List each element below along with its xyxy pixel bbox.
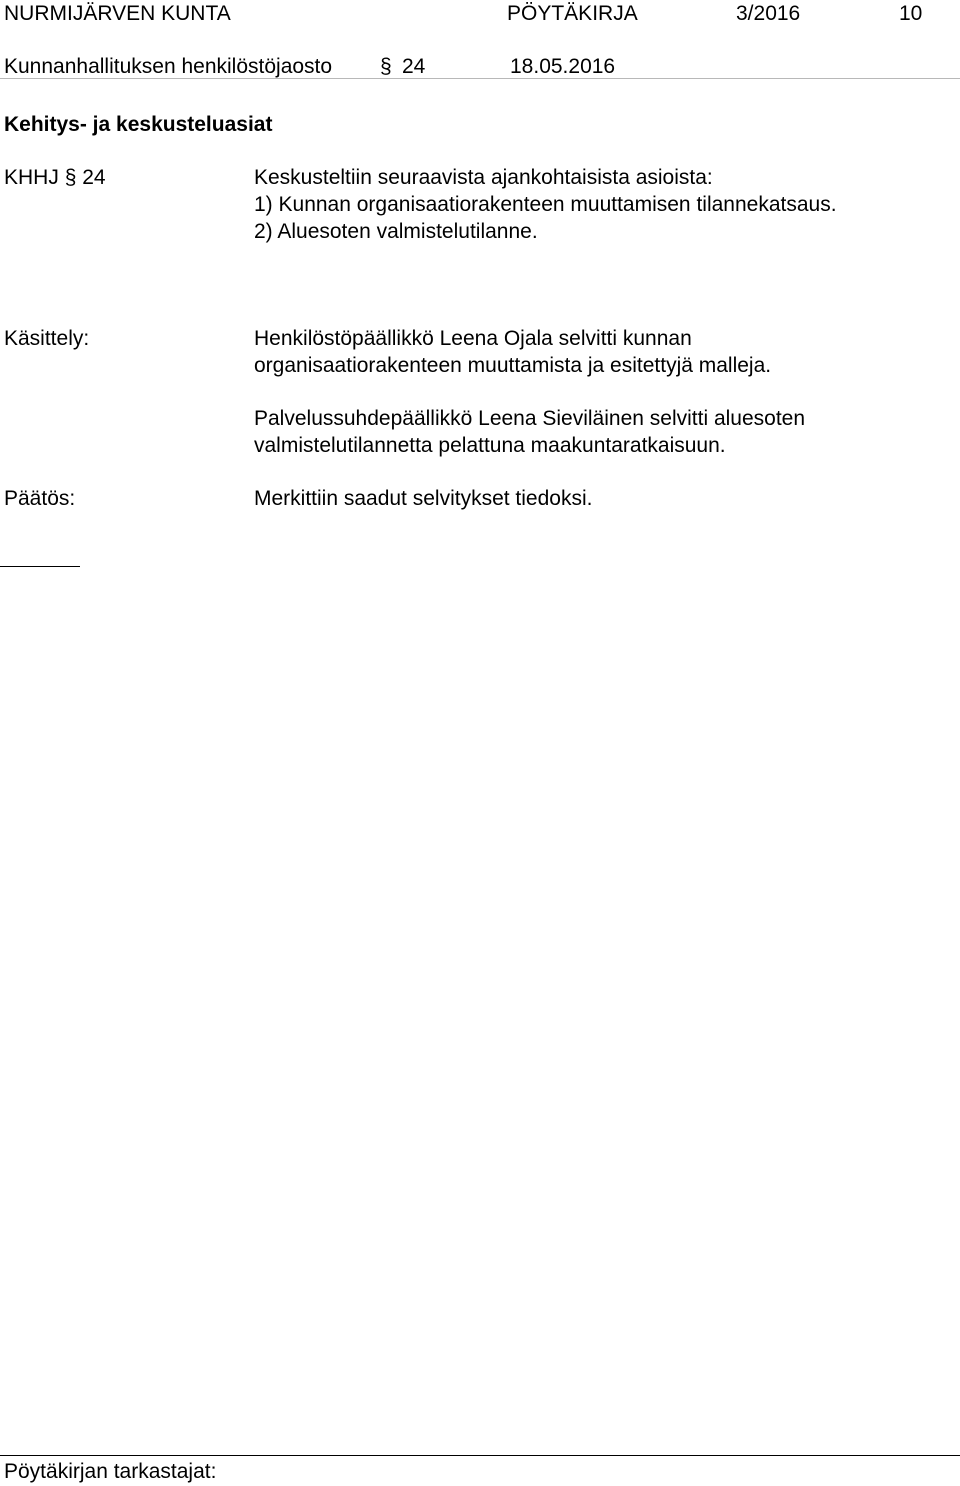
section-symbol: § [380, 55, 392, 78]
intro-line: Keskusteltiin seuraavista ajankohtaisista asioista: [254, 166, 713, 189]
ref-number: 24 [82, 166, 106, 189]
document-type: PÖYTÄKIRJA [507, 2, 638, 25]
processing-paragraph-2-line: valmistelutilannetta pelattuna maakuntaratkaisuun. [254, 434, 726, 457]
ref-prefix: KHHJ [4, 166, 59, 189]
document-number: 3/2016 [736, 2, 801, 25]
body-name: Kunnanhallituksen henkilöstöjaosto [4, 55, 333, 78]
ref-symbol: § [64, 166, 77, 189]
footer-rule [0, 1455, 960, 1456]
intro-line: 2) Aluesoten valmistelutilanne. [254, 220, 538, 243]
decision-label: Päätös: [4, 487, 76, 510]
section-number: 24 [402, 55, 426, 78]
decision-text: Merkittiin saadut selvitykset tiedoksi. [254, 487, 593, 510]
processing-label: Käsittely: [4, 327, 90, 350]
footer-inspectors-label: Pöytäkirjan tarkastajat: [4, 1460, 217, 1483]
meeting-date: 18.05.2016 [510, 55, 616, 78]
processing-paragraph-1-line: Henkilöstöpäällikkö Leena Ojala selvitti kunnan [254, 327, 692, 350]
header-rule [0, 78, 960, 79]
section-end-divider [0, 566, 80, 567]
processing-paragraph-1-line: organisaatiorakenteen muuttamista ja esitettyjä malleja. [254, 354, 772, 377]
item-reference [4, 165, 106, 191]
item-title: Kehitys- ja keskusteluasiat [4, 113, 273, 136]
page-number: 10 [899, 2, 923, 25]
processing-paragraph-2-line: Palvelussuhdepäällikkö Leena Sieviläinen selvitti aluesoten [254, 407, 806, 430]
intro-line: 1) Kunnan organisaatiorakenteen muuttamisen tilannekatsaus. [254, 193, 837, 216]
municipality-name: NURMIJÄRVEN KUNTA [4, 2, 231, 25]
